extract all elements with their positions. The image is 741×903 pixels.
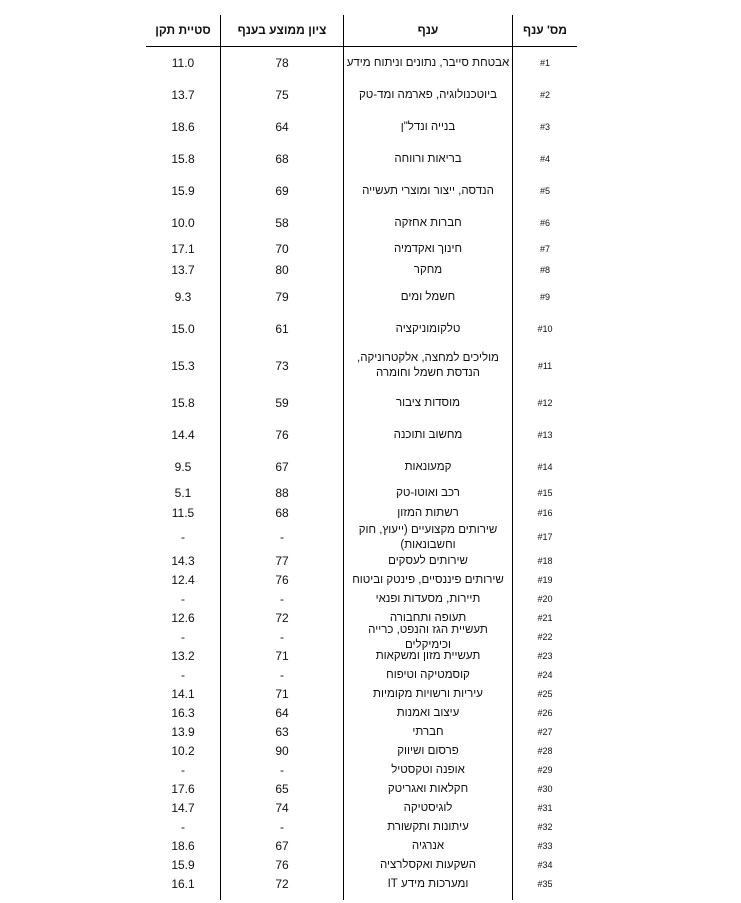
cell-avg: 69	[275, 183, 289, 198]
cell-num: #31	[537, 803, 553, 813]
cell-std: 14.4	[171, 427, 195, 442]
table-row	[146, 281, 577, 313]
cell-num: #7	[540, 244, 551, 254]
cell-avg: -	[280, 630, 284, 644]
cell-avg: 68	[275, 506, 289, 520]
cell-sector: אבטחת סייבר, נתונים וניתוח מידע	[346, 56, 510, 69]
cell-avg: 68	[275, 151, 289, 166]
cell-std: 13.2	[171, 649, 195, 663]
cell-std: -	[181, 630, 185, 644]
cell-sector: שירותים פיננסיים, פינטק וביטוח	[352, 574, 504, 586]
header-avg: ציון ממוצע בענף	[237, 23, 327, 37]
cell-avg: 76	[275, 427, 289, 442]
table-row	[146, 704, 577, 723]
table-row	[146, 590, 577, 609]
cell-sector: בריאות ורווחה	[394, 152, 462, 165]
cell-avg: 72	[275, 611, 289, 625]
cell-std: -	[181, 592, 185, 606]
cell-num: #29	[537, 765, 553, 775]
cell-std: 14.7	[171, 801, 195, 815]
table-row	[146, 647, 577, 666]
table-row	[146, 143, 577, 175]
cell-num: #16	[537, 508, 553, 518]
header-sector: ענף	[417, 23, 439, 37]
cell-std: 11.0	[171, 55, 195, 70]
cell-sector: השקעות ואקסלרציה	[379, 859, 477, 871]
table-row	[146, 571, 577, 590]
cell-std: 15.8	[171, 151, 195, 166]
cell-std: 10.2	[171, 744, 195, 758]
cell-sector: פרסום ושיווק	[397, 745, 459, 757]
cell-sector: חקלאות ואגריטק	[387, 783, 469, 795]
cell-avg: -	[280, 668, 284, 682]
cell-std: 12.6	[171, 611, 195, 625]
table-row	[146, 260, 577, 281]
cell-avg: 64	[275, 119, 289, 134]
cell-std: 9.3	[174, 289, 192, 304]
cell-sector: מוסדות ציבור	[396, 396, 460, 409]
cell-sector: טלקומוניקציה	[395, 322, 461, 335]
cell-num: #35	[537, 879, 553, 889]
cell-avg: -	[280, 820, 284, 834]
cell-avg: 77	[275, 554, 289, 568]
cell-std: 11.5	[171, 506, 195, 520]
cell-sector: חשמל ומים	[400, 290, 456, 303]
cell-num: #33	[537, 841, 553, 851]
cell-sector: תעשיית הגז והנפט, כרייה וכימיקלים	[368, 623, 488, 651]
cell-num: #24	[537, 670, 553, 680]
cell-std: -	[181, 820, 185, 834]
cell-std: 18.6	[171, 839, 195, 853]
cell-num: #3	[540, 121, 551, 132]
cell-sector: חברות אחזקה	[394, 216, 462, 229]
cell-avg: 79	[275, 289, 289, 304]
cell-avg: 73	[275, 358, 289, 373]
cell-num: #25	[537, 689, 553, 699]
cell-std: 16.3	[171, 706, 195, 720]
cell-num: #2	[540, 89, 551, 100]
table-row	[146, 856, 577, 875]
cell-std: 17.1	[171, 242, 195, 256]
table-row	[146, 780, 577, 799]
cell-avg: -	[280, 763, 284, 777]
cell-avg: 65	[275, 782, 289, 796]
cell-std: 18.6	[171, 119, 195, 134]
table-row	[146, 345, 577, 387]
cell-std: 17.6	[171, 782, 195, 796]
cell-sector: מחקר	[413, 264, 443, 276]
cell-sector: עיצוב ואמנות	[396, 707, 460, 719]
cell-num: #9	[540, 291, 551, 302]
cell-avg: 71	[275, 649, 289, 663]
cell-avg: -	[280, 530, 284, 544]
cell-num: #5	[540, 185, 551, 196]
table-row	[146, 523, 577, 552]
cell-avg: 61	[275, 321, 289, 336]
cell-num: #27	[537, 727, 553, 737]
cell-num: #19	[537, 575, 553, 585]
cell-std: 15.9	[171, 858, 195, 872]
cell-sector: מוליכים למחצה, אלקטרוניקה, הנדסת חשמל וחומרה	[357, 352, 499, 379]
table-row	[146, 207, 577, 239]
cell-avg: 59	[275, 395, 289, 410]
table-row	[146, 111, 577, 143]
cell-std: 5.1	[174, 486, 192, 500]
table-row	[146, 552, 577, 571]
cell-sector: ומערכות מידע IT	[387, 878, 469, 890]
cell-sector: אופנה וטקסטיל	[391, 764, 465, 776]
cell-std: 14.3	[171, 554, 195, 568]
header-std: סטיית תקן	[155, 23, 211, 37]
cell-sector: לוגיסטיקה	[403, 802, 453, 814]
cell-sector: ביוטכנולוגיה, פארמה ומד-טק	[358, 88, 498, 101]
cell-sector: הנדסה, ייצור ומוצרי תעשייה	[362, 184, 494, 197]
cell-std: 13.7	[171, 87, 195, 102]
cell-std: 15.9	[171, 183, 195, 198]
cell-num: #26	[537, 708, 553, 718]
cell-avg: 64	[275, 706, 289, 720]
table-row	[146, 742, 577, 761]
cell-sector: קמעונאות	[404, 460, 452, 473]
cell-avg: 88	[275, 486, 289, 500]
cell-sector: עיתונות ותקשורת	[387, 821, 469, 833]
cell-sector: שירותים לעסקים	[388, 555, 468, 567]
cell-sector: חינוך ואקדמיה	[393, 243, 463, 255]
cell-avg: 71	[275, 687, 289, 701]
cell-std: 13.9	[171, 725, 195, 739]
table-row	[146, 451, 577, 483]
cell-std: 12.4	[171, 573, 195, 587]
table-row	[146, 504, 577, 523]
cell-num: #17	[537, 532, 553, 542]
cell-std: 15.3	[171, 358, 195, 373]
cell-std: 15.8	[171, 395, 195, 410]
cell-num: #18	[537, 556, 553, 566]
table-row	[146, 239, 577, 260]
cell-sector: מחשוב ותוכנה	[393, 428, 463, 441]
cell-num: #30	[537, 784, 553, 794]
table-row	[146, 623, 577, 651]
cell-num: #23	[537, 651, 553, 661]
cell-num: #34	[537, 860, 553, 870]
cell-std: -	[181, 763, 185, 777]
cell-std: 15.0	[171, 321, 195, 336]
cell-avg: -	[280, 592, 284, 606]
cell-sector: בנייה ונדל"ן	[400, 120, 456, 133]
cell-num: #21	[537, 613, 553, 623]
table-row	[146, 875, 577, 894]
table-row	[146, 47, 577, 79]
cell-std: 9.5	[174, 459, 192, 474]
cell-num: #14	[537, 461, 553, 472]
cell-num: #28	[537, 746, 553, 756]
cell-num: #11	[537, 360, 553, 371]
cell-num: #6	[540, 217, 551, 228]
cell-num: #20	[537, 594, 553, 604]
cell-avg: 72	[275, 877, 289, 891]
cell-num: #13	[537, 429, 553, 440]
table-row	[146, 685, 577, 704]
sector-scores-table	[146, 15, 577, 900]
cell-avg: 90	[275, 744, 289, 758]
cell-num: #10	[537, 323, 553, 334]
cell-sector: תעשיית מזון ומשקאות	[375, 650, 481, 662]
cell-sector: עיריות ורשויות מקומיות	[373, 688, 483, 700]
cell-num: #12	[537, 397, 553, 408]
table-row	[146, 79, 577, 111]
table-row	[146, 313, 577, 345]
cell-avg: 70	[275, 242, 289, 256]
table-row	[146, 666, 577, 685]
cell-avg: 67	[275, 839, 289, 853]
cell-std: 16.1	[171, 877, 195, 891]
cell-num: #4	[540, 153, 551, 164]
cell-avg: 75	[275, 87, 289, 102]
cell-num: #15	[537, 488, 553, 498]
cell-std: -	[181, 668, 185, 682]
table-row	[146, 175, 577, 207]
cell-std: 14.1	[171, 687, 195, 701]
cell-num: #8	[540, 265, 551, 275]
cell-sector: שירותים מקצועיים (ייעוץ, חוק וחשבונאות)	[358, 523, 498, 551]
cell-num: #32	[537, 822, 553, 832]
cell-sector: אנרגיה	[411, 840, 445, 852]
cell-std: -	[181, 530, 185, 544]
cell-std: 13.7	[171, 263, 195, 277]
cell-avg: 76	[275, 573, 289, 587]
cell-num: #22	[537, 632, 553, 642]
table-row	[146, 419, 577, 451]
cell-sector: רכב ואוטו-טק	[396, 487, 460, 499]
cell-sector: קוסמטיקה וטיפוח	[386, 669, 470, 681]
cell-num: #1	[540, 57, 551, 68]
table-row	[146, 799, 577, 818]
table-row	[146, 483, 577, 504]
cell-sector: תיירות, מסעדות ופנאי	[375, 593, 481, 605]
cell-sector: חברתי	[412, 726, 444, 738]
cell-sector: רשתות המזון	[397, 507, 459, 519]
table-row	[146, 387, 577, 419]
cell-avg: 63	[275, 725, 289, 739]
header-num: מס' ענף	[523, 23, 567, 37]
cell-sector: תעופה ותחבורה	[389, 612, 467, 624]
cell-avg: 58	[275, 215, 289, 230]
cell-avg: 78	[275, 55, 289, 70]
cell-avg: 67	[275, 459, 289, 474]
cell-avg: 76	[275, 858, 289, 872]
table-row	[146, 761, 577, 780]
cell-avg: 74	[275, 801, 289, 815]
table-row	[146, 837, 577, 856]
table-row	[146, 818, 577, 837]
cell-std: 10.0	[171, 215, 195, 230]
cell-avg: 80	[275, 263, 289, 277]
table-row	[146, 723, 577, 742]
